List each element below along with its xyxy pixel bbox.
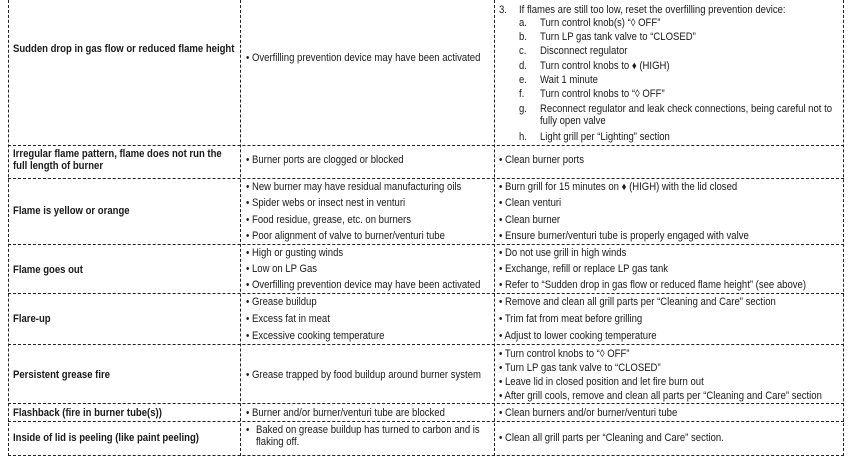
solution-substep: Turn LP gas tank valve to “CLOSED” bbox=[540, 31, 696, 43]
solution-substep: Turn control knobs to “◊ OFF” bbox=[540, 88, 665, 100]
cause-item: • Excess fat in meat bbox=[246, 313, 330, 325]
solution-letter: g. bbox=[519, 103, 527, 115]
cause-item: • Poor alignment of valve to burner/venturi tube bbox=[246, 230, 445, 242]
problem-cell: Flame is yellow or orange bbox=[13, 205, 130, 217]
problem-cell: Flame goes out bbox=[13, 264, 83, 276]
row-divider bbox=[8, 344, 844, 345]
problem-cell: Sudden drop in gas flow or reduced flame height bbox=[13, 43, 235, 55]
column-divider-2 bbox=[494, 0, 495, 456]
solution-item: • Leave lid in closed position and let fire burn out bbox=[499, 376, 704, 388]
row-divider bbox=[8, 145, 844, 146]
solution-item: • Refer to “Sudden drop in gas flow or reduced flame height” (see above) bbox=[499, 279, 807, 291]
cause-item: • Overfilling prevention device may have been activated bbox=[246, 52, 481, 64]
row-divider bbox=[8, 421, 844, 422]
solution-letter: c. bbox=[519, 45, 527, 57]
solution-item: • Turn control knobs to “◊ OFF” bbox=[499, 348, 630, 360]
row-divider bbox=[8, 244, 844, 245]
solution-substep: Reconnect regulator and leak check connections, being careful not to fully open valve bbox=[540, 103, 833, 128]
solution-item: • Do not use grill in high winds bbox=[499, 247, 627, 259]
solution-item: • Remove and clean all grill parts per “Cleaning and Care” section bbox=[499, 296, 776, 308]
solution-substep: Wait 1 minute bbox=[540, 74, 598, 86]
cause-bullet: • bbox=[246, 424, 250, 436]
solution-item: • Turn LP gas tank valve to “CLOSED” bbox=[499, 362, 661, 374]
problem-cell: Inside of lid is peeling (like paint peeling) bbox=[13, 432, 199, 444]
solution-letter: h. bbox=[519, 131, 527, 143]
problem-cell: Persistent grease fire bbox=[13, 369, 110, 381]
solution-substep: Disconnect regulator bbox=[540, 45, 628, 57]
solution-step-number: 3. bbox=[499, 4, 507, 16]
row-divider bbox=[8, 178, 844, 179]
solution-substep: Turn control knobs to ♦ (HIGH) bbox=[540, 60, 670, 72]
cause-item: • Spider webs or insect nest in venturi bbox=[246, 197, 406, 209]
solution-item: • Burn grill for 15 minutes on ♦ (HIGH) with the lid closed bbox=[499, 181, 738, 193]
solution-item: • Clean burner bbox=[499, 214, 561, 226]
table-border-bottom bbox=[8, 455, 844, 456]
solution-item: • Adjust to lower cooking temperature bbox=[499, 330, 657, 342]
cause-item: • Burner and/or burner/venturi tube are blocked bbox=[246, 407, 445, 419]
cause-item: • New burner may have residual manufacturing oils bbox=[246, 181, 462, 193]
problem-cell: Flare-up bbox=[13, 313, 51, 325]
solution-item: • Exchange, refill or replace LP gas tank bbox=[499, 263, 669, 275]
solution-item: • After grill cools, remove and clean all parts per “Cleaning and Care” section bbox=[499, 390, 822, 402]
cause-item: • Low on LP Gas bbox=[246, 263, 318, 275]
cause-item: • Overfilling prevention device may have been activated bbox=[246, 279, 481, 291]
solution-item: • Clean burner ports bbox=[499, 154, 584, 166]
cause-item: • High or gusting winds bbox=[246, 247, 344, 259]
solution-letter: f. bbox=[519, 88, 525, 100]
solution-letter: d. bbox=[519, 60, 527, 72]
problem-cell: Irregular flame pattern, flame does not run the full length of burner bbox=[13, 148, 222, 173]
cause-item: • Excessive cooking temperature bbox=[246, 330, 385, 342]
solution-item: • Ensure burner/venturi tube is properly engaged with valve bbox=[499, 230, 749, 242]
solution-substep: Turn control knob(s) “◊ OFF” bbox=[540, 17, 661, 29]
solution-substep: Light grill per “Lighting” section bbox=[540, 131, 670, 143]
solution-letter: b. bbox=[519, 31, 527, 43]
table-border-left bbox=[8, 0, 9, 456]
solution-item: • Clean venturi bbox=[499, 197, 562, 209]
table-border-right bbox=[843, 0, 844, 456]
cause-item: • Grease trapped by food buildup around burner system bbox=[246, 369, 481, 381]
row-divider bbox=[8, 403, 844, 404]
cause-item: • Burner ports are clogged or blocked bbox=[246, 154, 404, 166]
cause-item: • Grease buildup bbox=[246, 296, 317, 308]
cause-item: • Food residue, grease, etc. on burners bbox=[246, 214, 411, 226]
row-divider bbox=[8, 293, 844, 294]
solution-letter: a. bbox=[519, 17, 527, 29]
solution-step-text: If flames are still too low, reset the overfilling prevention device: bbox=[519, 4, 786, 16]
problem-cell: Flashback (fire in burner tube(s)) bbox=[13, 407, 162, 419]
column-divider-1 bbox=[240, 0, 241, 456]
solution-item: • Clean all grill parts per “Cleaning and Care” section. bbox=[499, 432, 724, 444]
solution-item: • Trim fat from meat before grilling bbox=[499, 313, 643, 325]
solution-letter: e. bbox=[519, 74, 527, 86]
solution-item: • Clean burners and/or burner/venturi tube bbox=[499, 407, 678, 419]
cause-item: Baked on grease buildup has turned to carbon and is flaking off. bbox=[256, 424, 480, 449]
